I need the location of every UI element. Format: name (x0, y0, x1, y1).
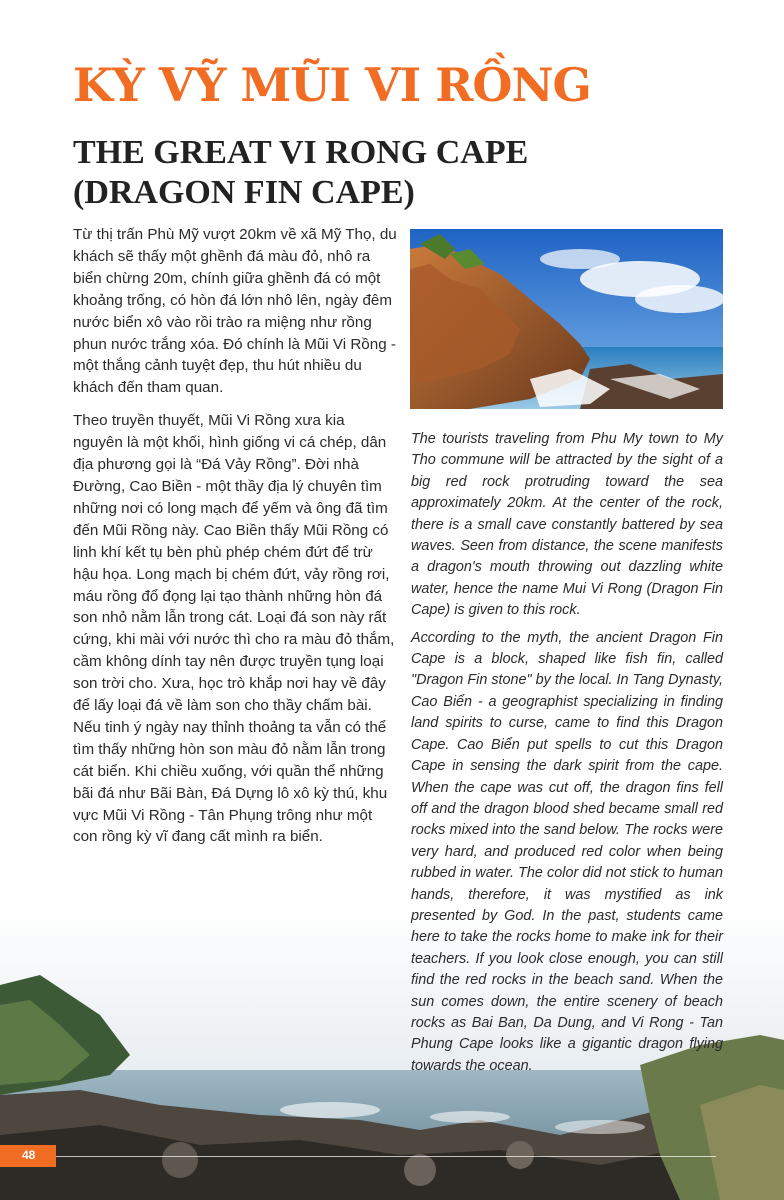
en-paragraph-1: The tourists traveling from Phu My town to My Tho commune will be attracted by the sight of a big red rock protruding toward the sea approximately 20km. At the center of the rock, there is a small cave constantly battered by sea waves. Seen from distance, the scene manifests a dragon's mouth throwing out dazzling white water, hence the name Mui Vi Rong (Dragon Fin Cape) is given to this rock. (411, 431, 723, 619)
page-title-vietnamese: KỲ VỸ MŨI VI RỒNG (73, 58, 591, 112)
page-title-english (73, 133, 733, 213)
footer-divider (56, 1156, 716, 1157)
vietnamese-text-column (73, 224, 398, 859)
cape-photo (410, 229, 723, 409)
vn-paragraph-2: Theo truyền thuyết, Mũi Vi Rồng xưa kia nguyên là một khối, hình giống vi cá chép, dân địa phương gọi là “Đá Vảy Rồng”. Đời nhà Đường, Cao Biền - một thầy địa lý chuyên tìm những nơi có long mạch để yếm và ông đã tìm đến Mũi Rồng này. Cao Biền thấy Mũi Rồng có linh khí kết tụ bèn phù phép chém đứt để trừ hậu họa. Long mạch bị chém đứt, vảy rồng rơi, máu rồng đổ đọng lại tạo thành những hòn đá son nhỏ nằm lẫn trong cát. Loại đá son này rất cứng, khi mài với nước thì cho ra màu đỏ thắm, cầm không dính tay nên được truyền tụng loại son trời cho. Xưa, học trò khắp nơi hay về đây để lấy loại đá về làm son cho thầy chấm bài. Nếu tinh ý ngày nay thỉnh thoảng ta vẫn có thể tìm thấy những hòn son màu đỏ nằm lẫn trong cát biển. Khi chiều xuống, với quần thể những bãi đá như Bãi Bàn, Đá Dựng lô xô kỳ thú, khu vực Mũi Vi Rồng - Tân Phụng trông như một con rồng kỳ vĩ đang cất mình ra biển. (73, 412, 395, 846)
vn-paragraph-1: Từ thị trấn Phù Mỹ vượt 20km về xã Mỹ Thọ, du khách sẽ thấy một ghềnh đá màu đỏ, nhô ra biển chừng 20m, chính giữa ghềnh đá có một khoảng trống, có hòn đá lớn nhô lên, ngày đêm nước biển xô vào rồi trào ra miệng như rồng phun nước trắng xóa. Đó chính là Mũi Vi Rồng - một thắng cảnh tuyệt đẹp, thu hút nhiều du khách đến tham quan. (73, 226, 397, 397)
title-en-line2: (DRAGON FIN CAPE) (73, 174, 415, 211)
page-number: 48 (22, 1148, 36, 1162)
en-paragraph-2: According to the myth, the ancient Dragon Fin Cape is a block, shaped like fish fin, called "Dragon Fin stone" by the local. In Tang Dynasty, Cao Biển - a geographist specializing in finding land spirits to curse, came to find this Dragon Cape. Cao Biển put spells to cut this Dragon Cape in sensing the dark spirit from the cape. When the cape was cut off, the dragon fins fell off and the dragon blood shed became small red rocks mixed into the sand below. The rocks were very hard, and produced red color when being rubbed in water. The color did not stick to human hands, therefore, it was mystified as ink presented by God. In the past, students came here to take the rocks home to make ink for their teachers. If you look close enough, you can still find the red rocks in the beach sand. When the sun comes down, the entire scenery of beach rocks as Bai Ban, Da Dung, and Vi Rong - Tan Phung Cape looks like a gigantic dragon flying towards the ocean. (411, 629, 723, 1074)
title-en-line1: THE GREAT VI RONG CAPE (73, 134, 529, 171)
coastal-rocks-photo-image (410, 229, 723, 409)
english-text-column (411, 429, 723, 1083)
